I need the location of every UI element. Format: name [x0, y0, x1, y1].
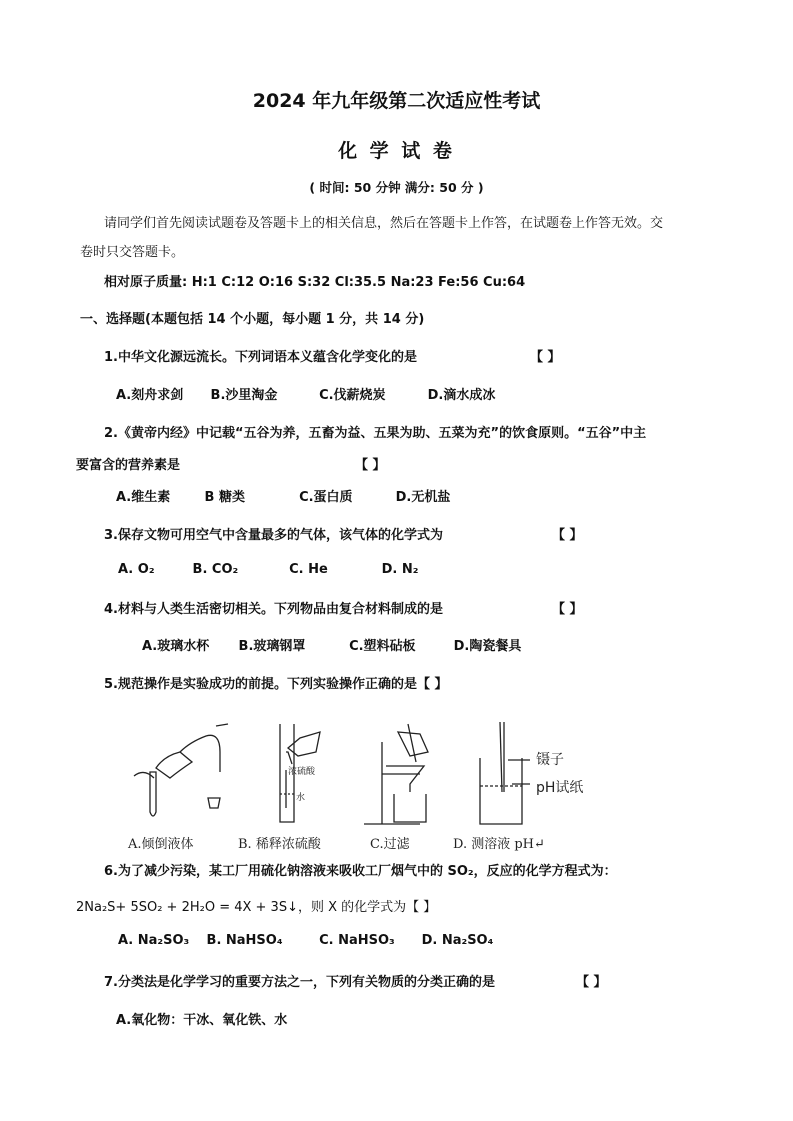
- option-c: C.伐薪烧炭: [319, 388, 386, 403]
- question-4-stem: 4.材料与人类生活密切相关。下列物品由复合材料制成的是: [104, 602, 443, 617]
- option-a: A. O₂: [118, 562, 155, 577]
- instructions-line-1: 请同学们首先阅读试题卷及答题卡上的相关信息，然后在答题卡上作答，在试题卷上作答无效。交: [104, 216, 664, 231]
- exam-title: 2024 年九年级第二次适应性考试: [252, 90, 541, 112]
- exam-subtitle: 化 学 试 卷: [338, 140, 455, 162]
- option-b: B. NaHSO₄: [206, 933, 283, 948]
- section-heading: 一、选择题(本题包括 14 个小题，每小题 1 分，共 14 分): [80, 312, 425, 327]
- question-3-stem: 3.保存文物可用空气中含量最多的气体，该气体的化学式为: [104, 528, 443, 543]
- filtration-illustration: [364, 724, 428, 824]
- question-2-stem: 2.《黄帝内经》中记载“五谷为养，五畜为益、五果为助、五菜为充”的饮食原则。“五谷”中主: [104, 426, 647, 441]
- water-label: 水: [296, 793, 306, 803]
- atomic-masses: 相对原子质量: H:1 C:12 O:16 S:32 Cl:35.5 Na:23 Fe:56 Cu:64: [104, 275, 526, 290]
- question-1-options: [116, 384, 495, 403]
- option-c: C.蛋白质: [299, 490, 353, 505]
- option-d: D.无机盐: [395, 490, 451, 505]
- option-c: C. He: [289, 562, 328, 577]
- option-c: C. NaHSO₃: [319, 933, 395, 948]
- caption-b: B. 稀释浓硫酸: [238, 837, 321, 852]
- caption-a: A.倾倒液体: [128, 837, 194, 852]
- question-7-option-a: A.氧化物：干冰、氧化铁、水: [116, 1013, 288, 1028]
- question-6-options: [118, 933, 493, 948]
- question-5-stem: 5.规范操作是实验成功的前提。下列实验操作正确的是【 】: [104, 677, 448, 692]
- option-d: D. N₂: [381, 562, 419, 577]
- option-a: A.刻舟求剑: [116, 388, 184, 403]
- option-a: A.维生素: [116, 490, 171, 505]
- question-4-answer-bracket: 【 】: [552, 602, 583, 617]
- option-a: A. Na₂SO₃: [118, 933, 190, 948]
- lab-operations-figure: [120, 712, 600, 832]
- tweezers-label: 镊子: [536, 752, 564, 768]
- question-2-options: [116, 486, 450, 505]
- option-d: D.陶瓷餐具: [453, 639, 522, 654]
- question-2-answer-bracket: 【 】: [355, 458, 386, 473]
- option-b: B.沙里淘金: [210, 388, 278, 403]
- option-a: A.玻璃水杯: [142, 639, 210, 654]
- pouring-liquid-illustration: [134, 724, 228, 816]
- option-b: B.玻璃钢罩: [238, 639, 306, 654]
- exam-time-score: ( 时间: 50 分钟 满分: 50 分 ): [309, 180, 484, 195]
- question-2-stem-cont: 要富含的营养素是: [76, 458, 181, 473]
- question-1-stem: 1.中华文化源远流长。下列词语本义蕴含化学变化的是: [104, 350, 417, 365]
- question-4-options: [142, 635, 521, 654]
- question-6-stem: 6.为了减少污染，某工厂用硫化钠溶液来吸收工厂烟气中的 SO₂，反应的化学方程式为：: [104, 864, 617, 879]
- ph-paper-label: pH试纸: [536, 780, 584, 796]
- question-7-stem: 7.分类法是化学学习的重要方法之一，下列有关物质的分类正确的是: [104, 975, 495, 990]
- caption-c: C.过滤: [370, 837, 410, 852]
- option-d: D. Na₂SO₄: [421, 933, 494, 948]
- lab-operations-drawing: [120, 712, 600, 832]
- question-1-answer-bracket: 【 】: [530, 350, 561, 365]
- instructions-line-2: 卷时只交答题卡。: [80, 245, 185, 260]
- option-b: B. CO₂: [192, 562, 239, 577]
- question-3-answer-bracket: 【 】: [552, 528, 583, 543]
- question-3-options: [118, 562, 418, 577]
- option-c: C.塑料砧板: [349, 639, 416, 654]
- acid-label: 浓硫酸: [288, 767, 316, 777]
- question-7-answer-bracket: 【 】: [576, 975, 607, 990]
- caption-d: D. 测溶液 pH↵: [453, 837, 545, 852]
- option-b: B 糖类: [204, 490, 245, 505]
- option-d: D.滴水成冰: [427, 388, 496, 403]
- question-6-equation: 2Na₂S+ 5SO₂ + 2H₂O = 4X + 3S↓，则 X 的化学式为【 】: [76, 900, 437, 915]
- ph-test-illustration: [480, 722, 530, 824]
